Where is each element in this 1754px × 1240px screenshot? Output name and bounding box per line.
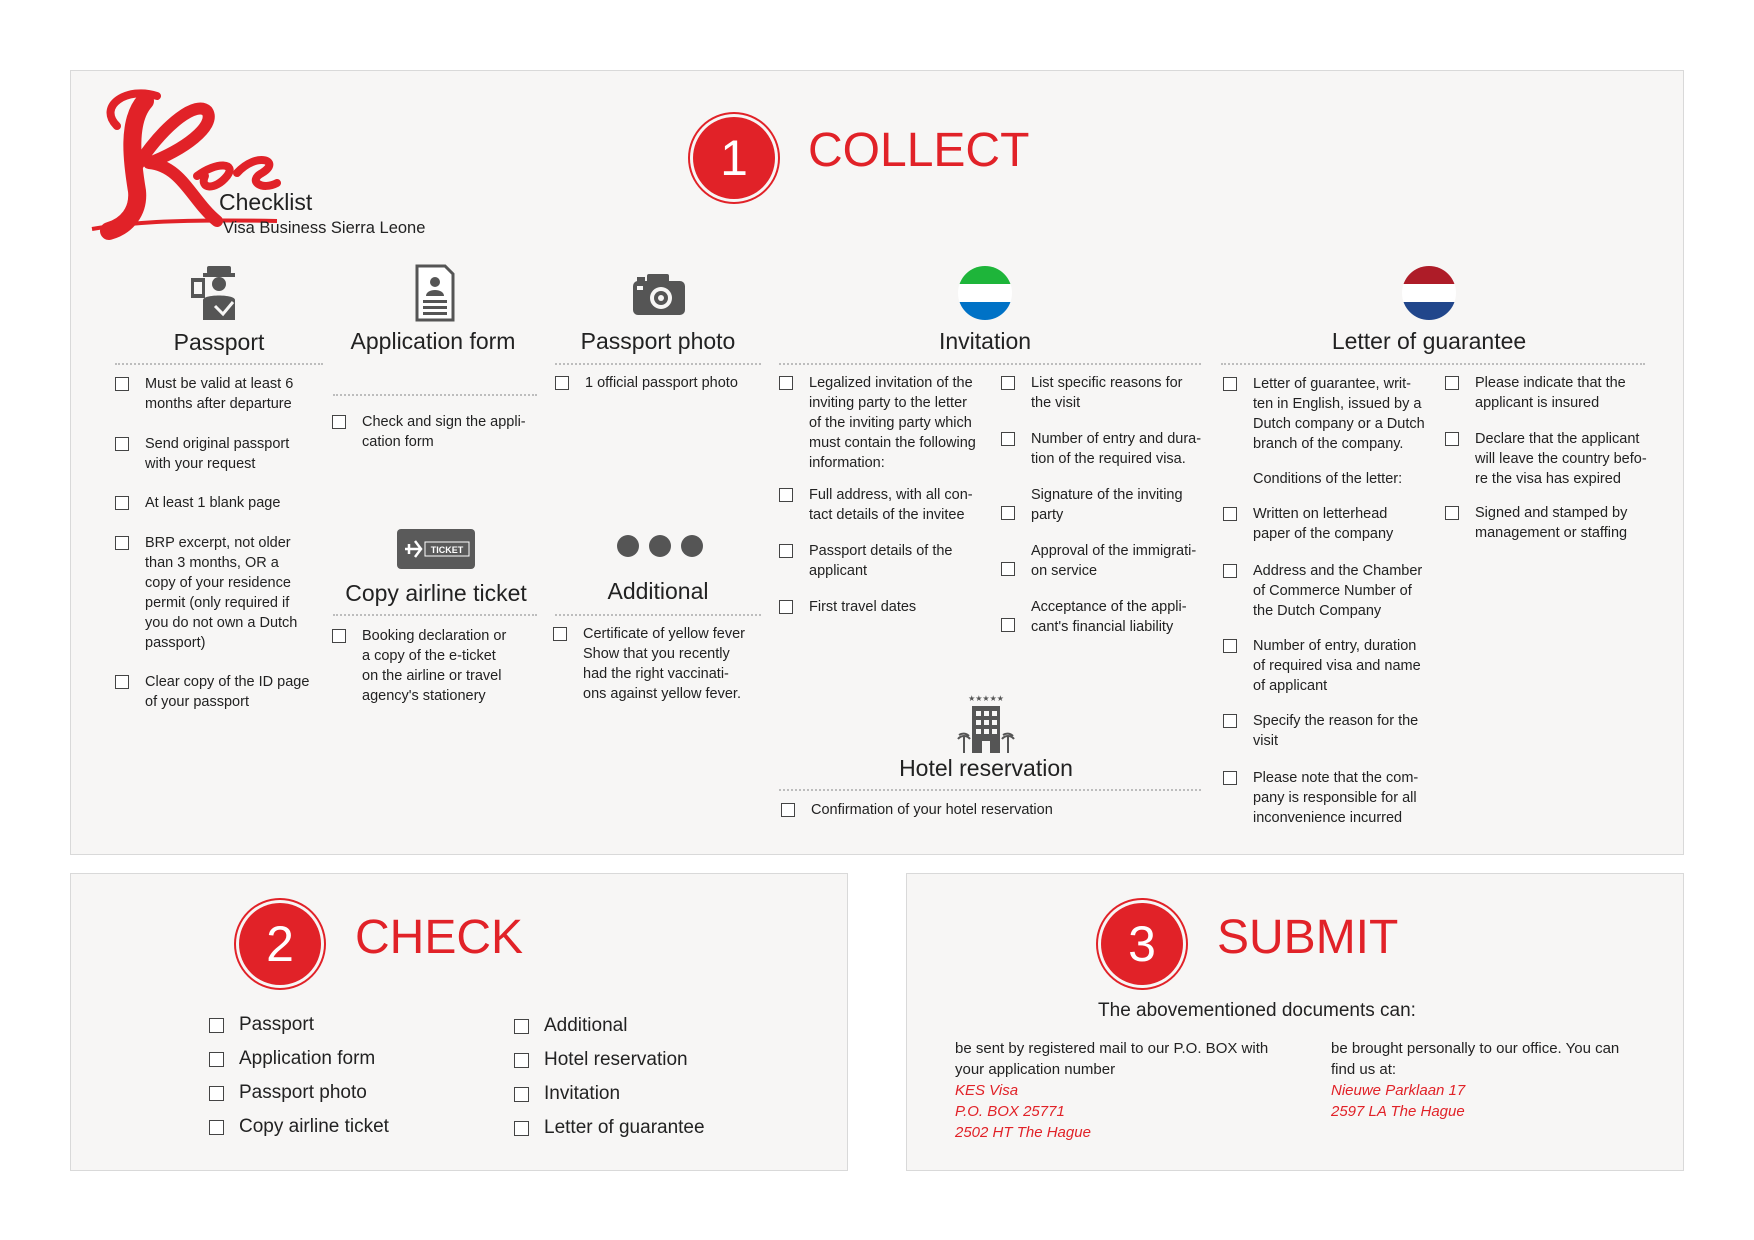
ticket-icon (395, 527, 477, 571)
mail-address-line: KES Visa (955, 1082, 1019, 1099)
guarantee-item[interactable]: Signed and stamped by management or staffing (1475, 503, 1627, 543)
checkbox[interactable] (115, 437, 129, 451)
checklist-subtitle: Visa Business Sierra Leone (223, 219, 426, 237)
invitation-item[interactable]: Full address, with all con- tact details of the invitee (809, 485, 973, 525)
checkbox[interactable] (1001, 562, 1015, 576)
additional-title: Additional (607, 578, 709, 604)
mail-address-line: 2502 HT The Hague (955, 1124, 1091, 1141)
guarantee-item[interactable]: Letter of guarantee, writ- ten in English, issued by a Dutch company or a Dutch branch of the company. (1253, 374, 1425, 454)
passport-divider (115, 363, 323, 365)
netherlands-flag-icon (1401, 265, 1457, 321)
checkbox[interactable] (779, 544, 793, 558)
office-option (1331, 1038, 1619, 1122)
passport-item[interactable]: Must be valid at least 6 months after departure (145, 374, 293, 414)
checkbox[interactable] (332, 629, 346, 643)
step-number-2: 2 (239, 903, 321, 985)
hotel-divider (779, 789, 1201, 791)
checkbox[interactable] (514, 1019, 529, 1034)
hotel-icon (957, 693, 1015, 755)
kes-logo-icon (87, 81, 287, 241)
check-item[interactable]: Copy airline ticket (239, 1116, 389, 1138)
office-address-line: Nieuwe Parklaan 17 (1331, 1082, 1466, 1099)
svg-text:TICKET: TICKET (430, 545, 464, 555)
svg-text:★★★★★: ★★★★★ (968, 694, 1004, 703)
checkbox[interactable] (1001, 432, 1015, 446)
guarantee-item[interactable]: Address and the Chamber of Commerce Number of the Dutch Company (1253, 561, 1422, 621)
checkbox[interactable] (115, 675, 129, 689)
checkbox[interactable] (1445, 432, 1459, 446)
checkbox[interactable] (1445, 376, 1459, 390)
mail-text: be sent by registered mail to our P.O. BOX with your application number (955, 1040, 1269, 1078)
checklist-title: Checklist (219, 189, 313, 215)
checkbox[interactable] (514, 1121, 529, 1136)
checkbox[interactable] (1223, 507, 1237, 521)
three-dots-icon (615, 533, 705, 559)
application-form-title: Application form (350, 328, 516, 354)
checkbox[interactable] (1223, 639, 1237, 653)
collect-panel (70, 70, 1684, 855)
additional-item[interactable]: Certificate of yellow fever Show that you recently had the right vaccinati- ons against yellow fever. (583, 624, 745, 704)
check-item[interactable]: Passport photo (239, 1082, 367, 1104)
invitation-title: Invitation (938, 328, 1032, 354)
check-title: CHECK (355, 911, 524, 964)
collect-title: COLLECT (808, 124, 1030, 177)
checkbox[interactable] (115, 377, 129, 391)
hotel-item[interactable]: Confirmation of your hotel reservation (811, 800, 1053, 820)
passport-photo-divider (555, 363, 761, 365)
application-form-divider (333, 394, 537, 396)
checkbox[interactable] (514, 1053, 529, 1068)
checkbox[interactable] (209, 1120, 224, 1135)
passport-photo-title: Passport photo (580, 328, 736, 354)
submit-panel (906, 873, 1684, 1171)
passport-officer-icon (189, 264, 245, 322)
check-item[interactable]: Application form (239, 1048, 375, 1070)
passport-item[interactable]: At least 1 blank page (145, 493, 280, 513)
checkbox[interactable] (1001, 506, 1015, 520)
checkbox[interactable] (1223, 714, 1237, 728)
guarantee-divider (1221, 363, 1645, 365)
office-text: be brought personally to our office. You can find us at: (1331, 1040, 1620, 1078)
step-number-3: 3 (1101, 903, 1183, 985)
invitation-item[interactable]: Signature of the inviting party (1031, 485, 1183, 525)
checkbox[interactable] (1223, 377, 1237, 391)
checkbox[interactable] (1445, 506, 1459, 520)
guarantee-title: Letter of guarantee (1331, 328, 1527, 354)
submit-intro: The abovementioned documents can: (1098, 1000, 1416, 1021)
checkbox[interactable] (781, 803, 795, 817)
checkbox[interactable] (1001, 618, 1015, 632)
invitation-item[interactable]: Passport details of the applicant (809, 541, 952, 581)
submit-title: SUBMIT (1217, 911, 1399, 964)
checkbox[interactable] (209, 1018, 224, 1033)
application-form-item[interactable]: Check and sign the appli- cation form (362, 412, 526, 452)
checkbox[interactable] (779, 488, 793, 502)
form-icon (413, 264, 457, 322)
check-item[interactable]: Invitation (544, 1083, 620, 1105)
guarantee-item[interactable]: Written on letterhead paper of the company (1253, 504, 1393, 544)
guarantee-item[interactable]: Please note that the com- pany is responsible for all inconvenience incurred (1253, 768, 1418, 828)
checkbox[interactable] (332, 415, 346, 429)
airline-ticket-title: Copy airline ticket (345, 580, 527, 606)
passport-photo-item[interactable]: 1 official passport photo (585, 373, 738, 393)
hotel-title: Hotel reservation (899, 755, 1073, 781)
step-number-1: 1 (693, 117, 775, 199)
checkbox[interactable] (555, 376, 569, 390)
guarantee-item[interactable]: Declare that the applicant will leave the country befo- re the visa has expired (1475, 429, 1647, 489)
guarantee-item[interactable]: Specify the reason for the visit (1253, 711, 1418, 751)
guarantee-conditions-label: Conditions of the letter: (1253, 471, 1403, 487)
invitation-item[interactable]: List specific reasons for the visit (1031, 373, 1183, 413)
office-address-line: 2597 LA The Hague (1331, 1103, 1465, 1120)
guarantee-item[interactable]: Please indicate that the applicant is insured (1475, 373, 1626, 413)
checkbox[interactable] (779, 376, 793, 390)
passport-item[interactable]: Clear copy of the ID page of your passport (145, 672, 309, 712)
invitation-item[interactable]: Approval of the immigrati- on service (1031, 541, 1196, 581)
checkbox[interactable] (514, 1087, 529, 1102)
checkbox[interactable] (1001, 376, 1015, 390)
check-item[interactable]: Letter of guarantee (544, 1117, 705, 1139)
checkbox[interactable] (115, 536, 129, 550)
passport-title: Passport (173, 329, 265, 355)
invitation-item[interactable]: Number of entry and dura- tion of the required visa. (1031, 429, 1201, 469)
invitation-divider (779, 363, 1201, 365)
checkbox[interactable] (779, 600, 793, 614)
guarantee-item[interactable]: Number of entry, duration of required visa and name of applicant (1253, 636, 1421, 696)
camera-icon (631, 271, 687, 317)
passport-item[interactable]: Send original passport with your request (145, 434, 289, 474)
check-item[interactable]: Additional (544, 1015, 627, 1037)
additional-divider (555, 614, 761, 616)
checkbox[interactable] (1223, 564, 1237, 578)
invitation-item[interactable]: Legalized invitation of the inviting party to the letter of the inviting party which must contain the following information: (809, 373, 976, 473)
checkbox[interactable] (209, 1052, 224, 1067)
airline-ticket-divider (333, 614, 537, 616)
invitation-item[interactable]: First travel dates (809, 597, 916, 617)
invitation-item[interactable]: Acceptance of the appli- cant's financial liability (1031, 597, 1187, 637)
check-item[interactable]: Hotel reservation (544, 1049, 688, 1071)
mail-option (955, 1038, 1268, 1143)
checkbox[interactable] (209, 1086, 224, 1101)
airline-ticket-item[interactable]: Booking declaration or a copy of the e-ticket on the airline or travel agency's stationery (362, 626, 506, 706)
passport-item[interactable]: BRP excerpt, not older than 3 months, OR a copy of your residence permit (only required if you do not own a Dutch passport) (145, 533, 297, 653)
checkbox[interactable] (553, 627, 567, 641)
sierra-leone-flag-icon (957, 265, 1013, 321)
check-panel (70, 873, 848, 1171)
checkbox[interactable] (115, 496, 129, 510)
mail-address-line: P.O. BOX 25771 (955, 1103, 1065, 1120)
check-item[interactable]: Passport (239, 1014, 314, 1036)
checkbox[interactable] (1223, 771, 1237, 785)
